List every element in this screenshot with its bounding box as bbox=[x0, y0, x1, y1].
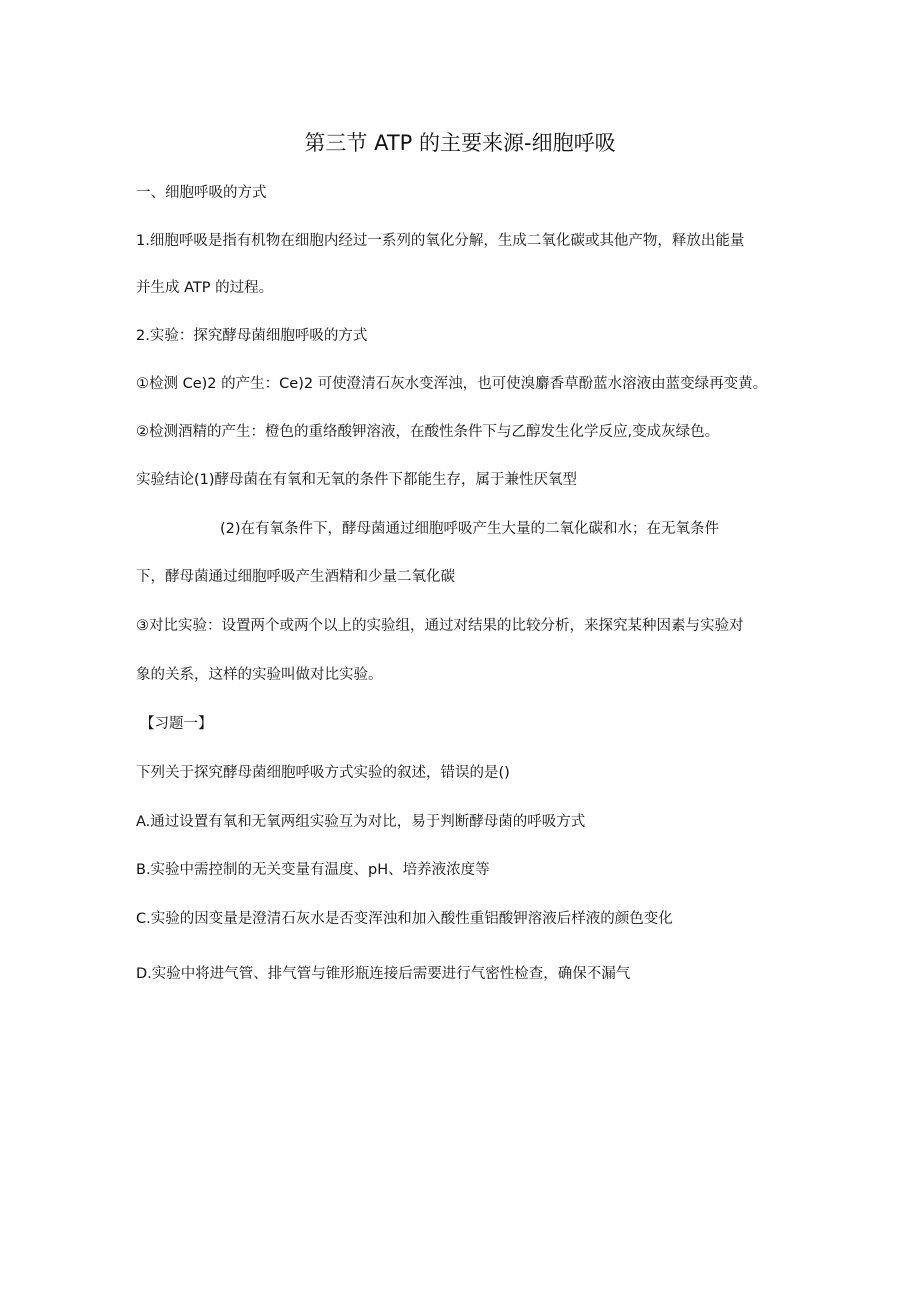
detect-alcohol-text: ②检测酒精的产生：橙色的重络酸钾溶液，在酸性条件下与乙醇发生化学反应,变成灰绿色。 bbox=[136, 424, 720, 440]
paragraph-1-line-1: 1.细胞呼吸是指有机物在细胞内经过一系列的氧化分解，生成二氧化碳或其他产物，释放出能量 bbox=[136, 233, 745, 249]
page-title: 第三节 ATP 的主要来源-细胞呼吸 bbox=[304, 131, 616, 155]
option-b: B.实验中需控制的无关变量有温度、pH、培养液浓度等 bbox=[136, 862, 490, 878]
paragraph-1-line-2: 并生成 ATP 的过程。 bbox=[136, 280, 274, 296]
contrast-experiment-line-2: 象的关系，这样的实验叫做对比实验。 bbox=[136, 667, 383, 683]
section-heading: 一、细胞呼吸的方式 bbox=[136, 185, 267, 201]
exercise-question: 下列关于探究酵母菌细胞呼吸方式实验的叙述，错误的是() bbox=[136, 765, 510, 781]
contrast-experiment-line-1: ③对比实验：设置两个或两个以上的实验组，通过对结果的比较分析，来探究某种因素与实验对 bbox=[136, 618, 744, 634]
option-d: D.实验中将进气管、排气管与锥形瓶连接后需要进行气密性检查，确保不漏气 bbox=[136, 966, 631, 982]
option-a: A.通过设置有氧和无氧两组实验互为对比，易于判断酵母菌的呼吸方式 bbox=[136, 814, 586, 830]
paragraph-2: 2.实验：探究酵母菌细胞呼吸的方式 bbox=[136, 328, 368, 344]
option-c: C.实验的因变量是澄清石灰水是否变浑浊和加入酸性重铝酸钾溶液后样液的颜色变化 bbox=[136, 911, 673, 927]
detect-co2-text: ①检测 Ce)2 的产生：Ce)2 可使澄清石灰水变浑浊，也可使溴麝香草酚蓝水溶液由蓝变绿再变黄。 bbox=[136, 376, 768, 392]
conclusion-1: 实验结论(1)酵母菌在有氧和无氧的条件下都能生存，属于兼性厌氧型 bbox=[136, 472, 578, 488]
conclusion-2-line-1: (2)在有氧条件下，酵母菌通过细胞呼吸产生大量的二氧化碳和水；在无氧条件 bbox=[220, 521, 720, 537]
conclusion-2-line-2: 下，酵母菌通过细胞呼吸产生酒精和少量二氧化碳 bbox=[136, 569, 455, 585]
exercise-heading: 【习题一】 bbox=[140, 716, 213, 732]
